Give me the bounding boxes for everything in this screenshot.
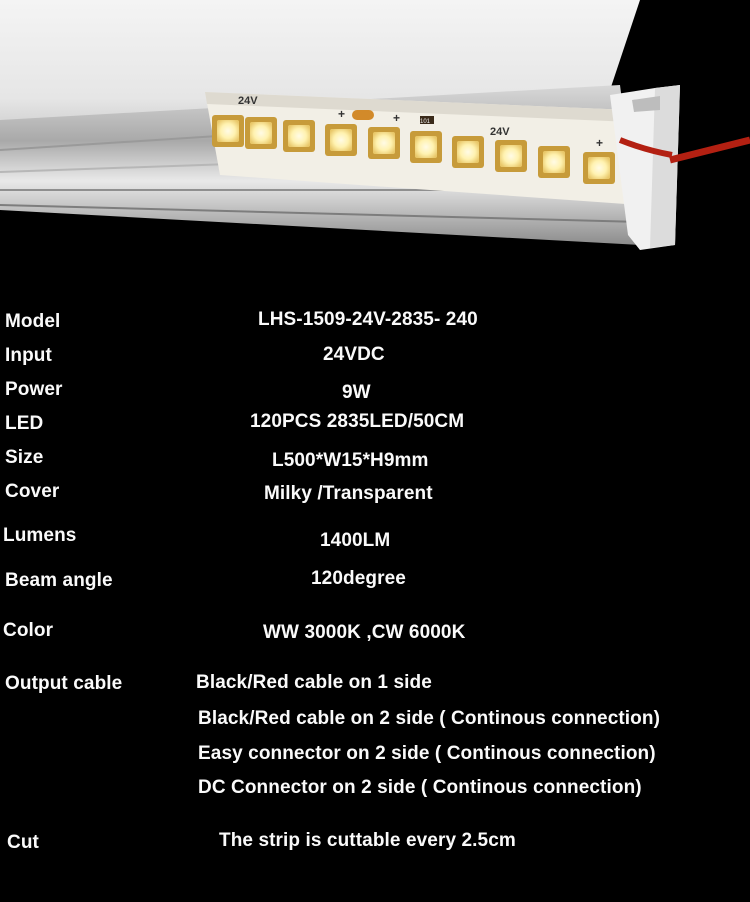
spec-value-model: LHS-1509-24V-2835- 240	[258, 309, 478, 330]
spec-value-lumens: 1400LM	[320, 530, 391, 551]
spec-value-beam-angle: 120degree	[311, 568, 406, 589]
spec-value-color: WW 3000K ,CW 6000K	[263, 622, 466, 643]
spec-value-power: 9W	[342, 382, 371, 403]
spec-value-output-cable-3: Easy connector on 2 side ( Continous connection)	[198, 743, 656, 764]
strip-mark-plus-1: +	[338, 107, 346, 121]
spec-label-size: Size	[5, 447, 44, 468]
spec-value-led: 120PCS 2835LED/50CM	[250, 411, 465, 432]
spec-label-output-cable: Output cable	[5, 673, 123, 694]
spec-label-color: Color	[3, 620, 54, 641]
led-aluminum-profile-image	[0, 0, 750, 290]
spec-label-model: Model	[5, 311, 61, 332]
spec-label-power: Power	[5, 379, 63, 400]
spec-label-led: LED	[5, 413, 44, 434]
spec-value-output-cable-1: Black/Red cable on 1 side	[196, 672, 432, 693]
spec-label-lumens: Lumens	[3, 525, 77, 546]
spec-value-size: L500*W15*H9mm	[272, 450, 429, 471]
strip-mark-plus-3: +	[596, 136, 604, 150]
spec-value-cut: The strip is cuttable every 2.5cm	[219, 830, 516, 851]
spec-label-beam-angle: Beam angle	[5, 570, 113, 591]
spec-value-cover: Milky /Transparent	[264, 483, 433, 504]
strip-mark-24v-left: 24V	[238, 95, 258, 107]
spec-value-output-cable-4: DC Connector on 2 side ( Continous connection)	[198, 777, 642, 798]
spec-label-cover: Cover	[5, 481, 60, 502]
product-photo	[0, 0, 750, 290]
spec-label-input: Input	[5, 345, 52, 366]
spec-label-cut: Cut	[7, 832, 39, 853]
spec-value-input: 24VDC	[323, 344, 385, 365]
strip-mark-plus-2: +	[393, 111, 401, 125]
resistor-mark: 101	[420, 119, 431, 125]
spec-value-output-cable-2: Black/Red cable on 2 side ( Continous connection)	[198, 708, 661, 729]
strip-mark-24v-right: 24V	[490, 126, 510, 138]
